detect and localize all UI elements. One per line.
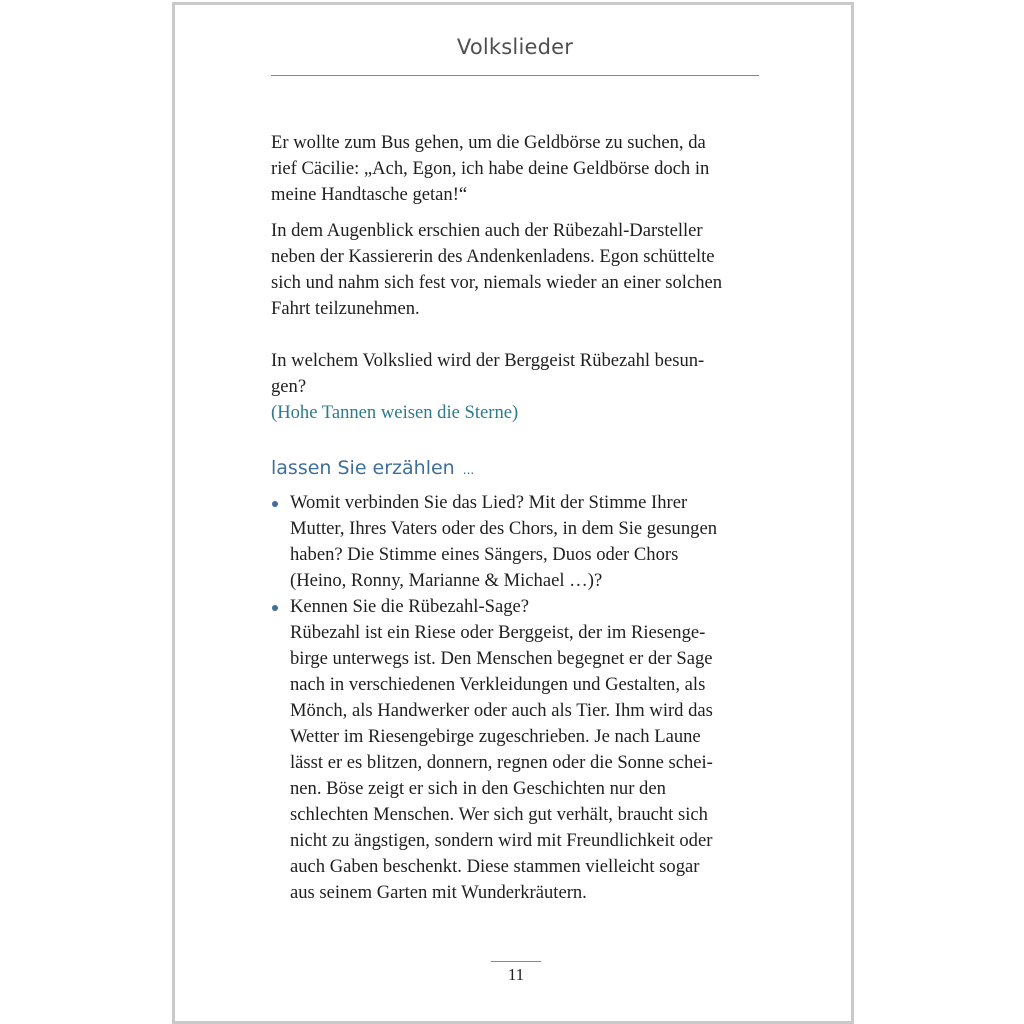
- text-line: nach in verschiedenen Verkleidungen und Gestalten, als: [290, 674, 706, 695]
- bullet-icon: [272, 605, 278, 611]
- text-line: Er wollte zum Bus gehen, um die Geldbörse zu suchen, da: [271, 132, 706, 153]
- section-heading: [271, 452, 771, 486]
- text-line: Mönch, als Handwerker oder auch als Tier. Ihm wird das: [290, 700, 713, 721]
- quiz-question: [271, 348, 771, 426]
- text-line: Womit verbinden Sie das Lied? Mit der Stimme Ihrer: [290, 492, 688, 513]
- header-rule: [271, 75, 759, 76]
- text-line: Wetter im Riesengebirge zugeschrieben. Je nach Laune: [290, 726, 701, 747]
- text-line: sich und nahm sich fest vor, niemals wieder an einer solchen: [271, 272, 723, 293]
- text-line: (Heino, Ronny, Marianne & Michael …)?: [290, 570, 603, 591]
- text-line: rief Cäcilie: „Ach, Egon, ich habe deine Geldbörse doch in: [271, 158, 710, 179]
- question-line: gen?: [271, 376, 307, 397]
- text-line: nen. Böse zeigt er sich in den Geschichten nur den: [290, 778, 666, 799]
- text-line: nicht zu ängstigen, sondern wird mit Freundlichkeit oder: [290, 830, 713, 851]
- paragraph-1: [271, 130, 771, 208]
- text-line: birge unterwegs ist. Den Menschen begegnet er der Sage: [290, 648, 713, 669]
- question-line: In welchem Volkslied wird der Berggeist Rübezahl besun-: [271, 350, 705, 371]
- page-number-rule: [491, 961, 541, 962]
- quiz-answer: (Hohe Tannen weisen die Sterne): [271, 402, 519, 423]
- text-line: Mutter, Ihres Vaters oder des Chors, in dem Sie gesungen: [290, 518, 718, 539]
- text-line: Fahrt teilzunehmen.: [271, 298, 420, 319]
- text-line: aus seinem Garten mit Wunderkräutern.: [290, 882, 587, 903]
- text-line: meine Handtasche getan!“: [271, 184, 468, 205]
- text-line: In dem Augenblick erschien auch der Rübezahl-Darsteller: [271, 220, 703, 241]
- bullet-icon: [272, 501, 278, 507]
- text-line: schlechten Menschen. Wer sich gut verhält, braucht sich: [290, 804, 708, 825]
- text-line: Kennen Sie die Rübezahl-Sage?: [290, 596, 530, 617]
- paragraph-2: [271, 218, 771, 322]
- text-line: Rübezahl ist ein Riese oder Berggeist, der im Riesenge-: [290, 622, 706, 643]
- section-heading-ellipsis: ...: [462, 463, 475, 477]
- page-body: [271, 130, 771, 906]
- list-item: [271, 594, 771, 906]
- section-heading-text: lassen Sie erzählen: [271, 457, 455, 479]
- text-line: auch Gaben beschenkt. Diese stammen vielleicht sogar: [290, 856, 700, 877]
- text-line: haben? Die Stimme eines Sängers, Duos oder Chors: [290, 544, 679, 565]
- list-item: [271, 490, 771, 594]
- page-number: 11: [507, 965, 525, 984]
- book-page: [172, 2, 854, 1024]
- running-head: Volkslieder: [456, 35, 574, 59]
- text-line: neben der Kassiererin des Andenkenladens. Egon schüttelte: [271, 246, 715, 267]
- discussion-list: [271, 490, 771, 906]
- text-line: lässt er es blitzen, donnern, regnen oder die Sonne schei-: [290, 752, 713, 773]
